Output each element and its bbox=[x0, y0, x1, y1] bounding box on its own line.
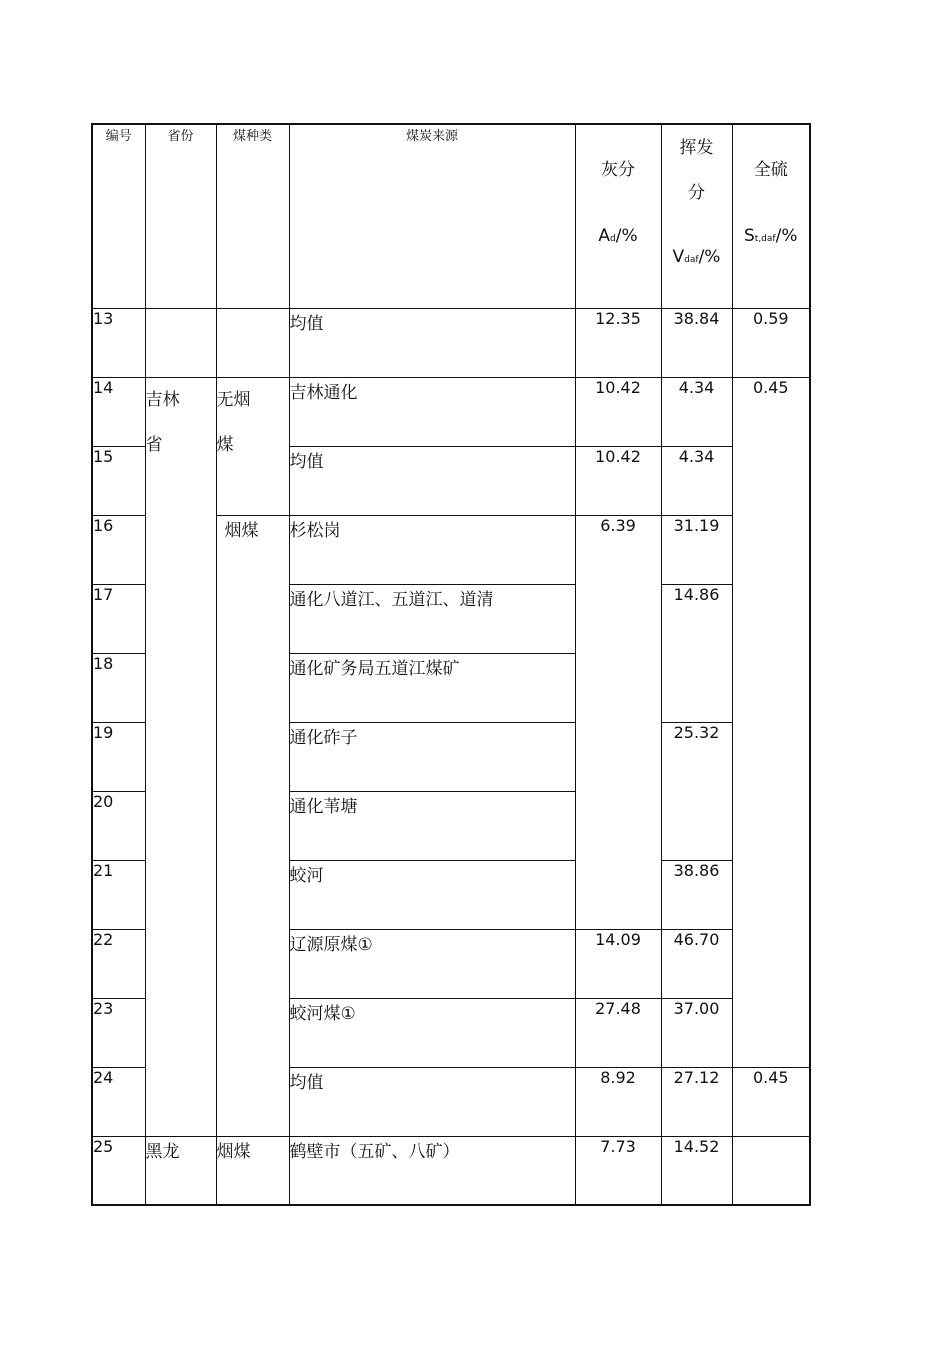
table-row bbox=[92, 1136, 810, 1205]
header-ash-name: 灰分 bbox=[601, 160, 635, 180]
cell-volatile: 4.34 bbox=[661, 446, 732, 515]
cell-source: 蛟河煤① bbox=[289, 998, 575, 1067]
cell-no: 25 bbox=[92, 1136, 145, 1205]
cell-no: 20 bbox=[92, 791, 145, 860]
header-ash-unit-line: Ad/% bbox=[598, 226, 638, 246]
cell-source: 蛟河 bbox=[289, 860, 575, 929]
cell-source: 鹤壁市（五矿、八矿） bbox=[289, 1136, 575, 1205]
cell-source: 吉林通化 bbox=[289, 377, 575, 446]
header-sulfur bbox=[732, 124, 810, 308]
cell-source: 辽源原煤① bbox=[289, 929, 575, 998]
cell-no: 21 bbox=[92, 860, 145, 929]
cell-no: 17 bbox=[92, 584, 145, 653]
cell-coal-type bbox=[216, 308, 289, 377]
cell-no: 14 bbox=[92, 377, 145, 446]
header-ash bbox=[575, 124, 661, 308]
cell-ash: 14.09 bbox=[575, 929, 661, 998]
cell-no: 23 bbox=[92, 998, 145, 1067]
table-row bbox=[92, 308, 810, 377]
cell-source: 通化八道江、五道江、道清 bbox=[289, 584, 575, 653]
cell-volatile: 46.70 bbox=[661, 929, 732, 998]
cell-volatile: 38.86 bbox=[661, 860, 732, 929]
header-province: 省份 bbox=[145, 124, 216, 308]
cell-no: 15 bbox=[92, 446, 145, 515]
cell-sulfur: 0.45 bbox=[732, 1067, 810, 1136]
header-row bbox=[92, 124, 810, 308]
cell-province-jilin: 吉林 省 bbox=[145, 377, 216, 1136]
cell-volatile: 4.34 bbox=[661, 377, 732, 446]
cell-volatile: 38.84 bbox=[661, 308, 732, 377]
cell-ash: 7.73 bbox=[575, 1136, 661, 1205]
cell-ash: 12.35 bbox=[575, 308, 661, 377]
cell-sulfur-merged: 0.45 bbox=[732, 377, 810, 1067]
cell-source: 杉松岗 bbox=[289, 515, 575, 584]
cell-source: 均值 bbox=[289, 308, 575, 377]
cell-volatile-merged: 14.86 bbox=[661, 584, 732, 722]
cell-volatile: 27.12 bbox=[661, 1067, 732, 1136]
header-no: 编号 bbox=[92, 124, 145, 308]
header-volatile-name-2: 分 bbox=[688, 183, 705, 203]
cell-coal-type-bituminous: 烟煤 bbox=[216, 515, 289, 1136]
cell-coal-type-anthracite: 无烟 煤 bbox=[216, 377, 289, 515]
header-volatile bbox=[661, 124, 732, 308]
cell-source: 通化矿务局五道江煤矿 bbox=[289, 653, 575, 722]
header-sulfur-unit-line: St,daf/% bbox=[744, 226, 798, 246]
cell-volatile: 37.00 bbox=[661, 998, 732, 1067]
cell-coal-type: 烟煤 bbox=[216, 1136, 289, 1205]
cell-ash-merged: 6.39 bbox=[575, 515, 661, 929]
cell-source: 均值 bbox=[289, 446, 575, 515]
cell-volatile: 14.52 bbox=[661, 1136, 732, 1205]
coal-data-table bbox=[91, 123, 811, 1206]
cell-ash: 27.48 bbox=[575, 998, 661, 1067]
header-sulfur-name: 全硫 bbox=[753, 160, 788, 180]
cell-province bbox=[145, 308, 216, 377]
cell-ash: 8.92 bbox=[575, 1067, 661, 1136]
cell-source: 均值 bbox=[289, 1067, 575, 1136]
cell-no: 24 bbox=[92, 1067, 145, 1136]
table-row bbox=[92, 377, 810, 446]
cell-no: 22 bbox=[92, 929, 145, 998]
cell-no: 19 bbox=[92, 722, 145, 791]
header-volatile-name-1: 挥发 bbox=[679, 138, 714, 158]
cell-volatile-merged: 25.32 bbox=[661, 722, 732, 860]
cell-no: 16 bbox=[92, 515, 145, 584]
cell-volatile: 31.19 bbox=[661, 515, 732, 584]
cell-ash: 10.42 bbox=[575, 446, 661, 515]
cell-ash: 10.42 bbox=[575, 377, 661, 446]
cell-sulfur bbox=[732, 1136, 810, 1205]
cell-no: 13 bbox=[92, 308, 145, 377]
cell-no: 18 bbox=[92, 653, 145, 722]
cell-sulfur: 0.59 bbox=[732, 308, 810, 377]
header-coal-type: 煤种类 bbox=[216, 124, 289, 308]
cell-source: 通化砟子 bbox=[289, 722, 575, 791]
cell-source: 通化苇塘 bbox=[289, 791, 575, 860]
header-volatile-unit-line: Vdaf/% bbox=[672, 247, 721, 267]
cell-province: 黑龙 bbox=[145, 1136, 216, 1205]
header-source: 煤炭来源 bbox=[289, 124, 575, 308]
